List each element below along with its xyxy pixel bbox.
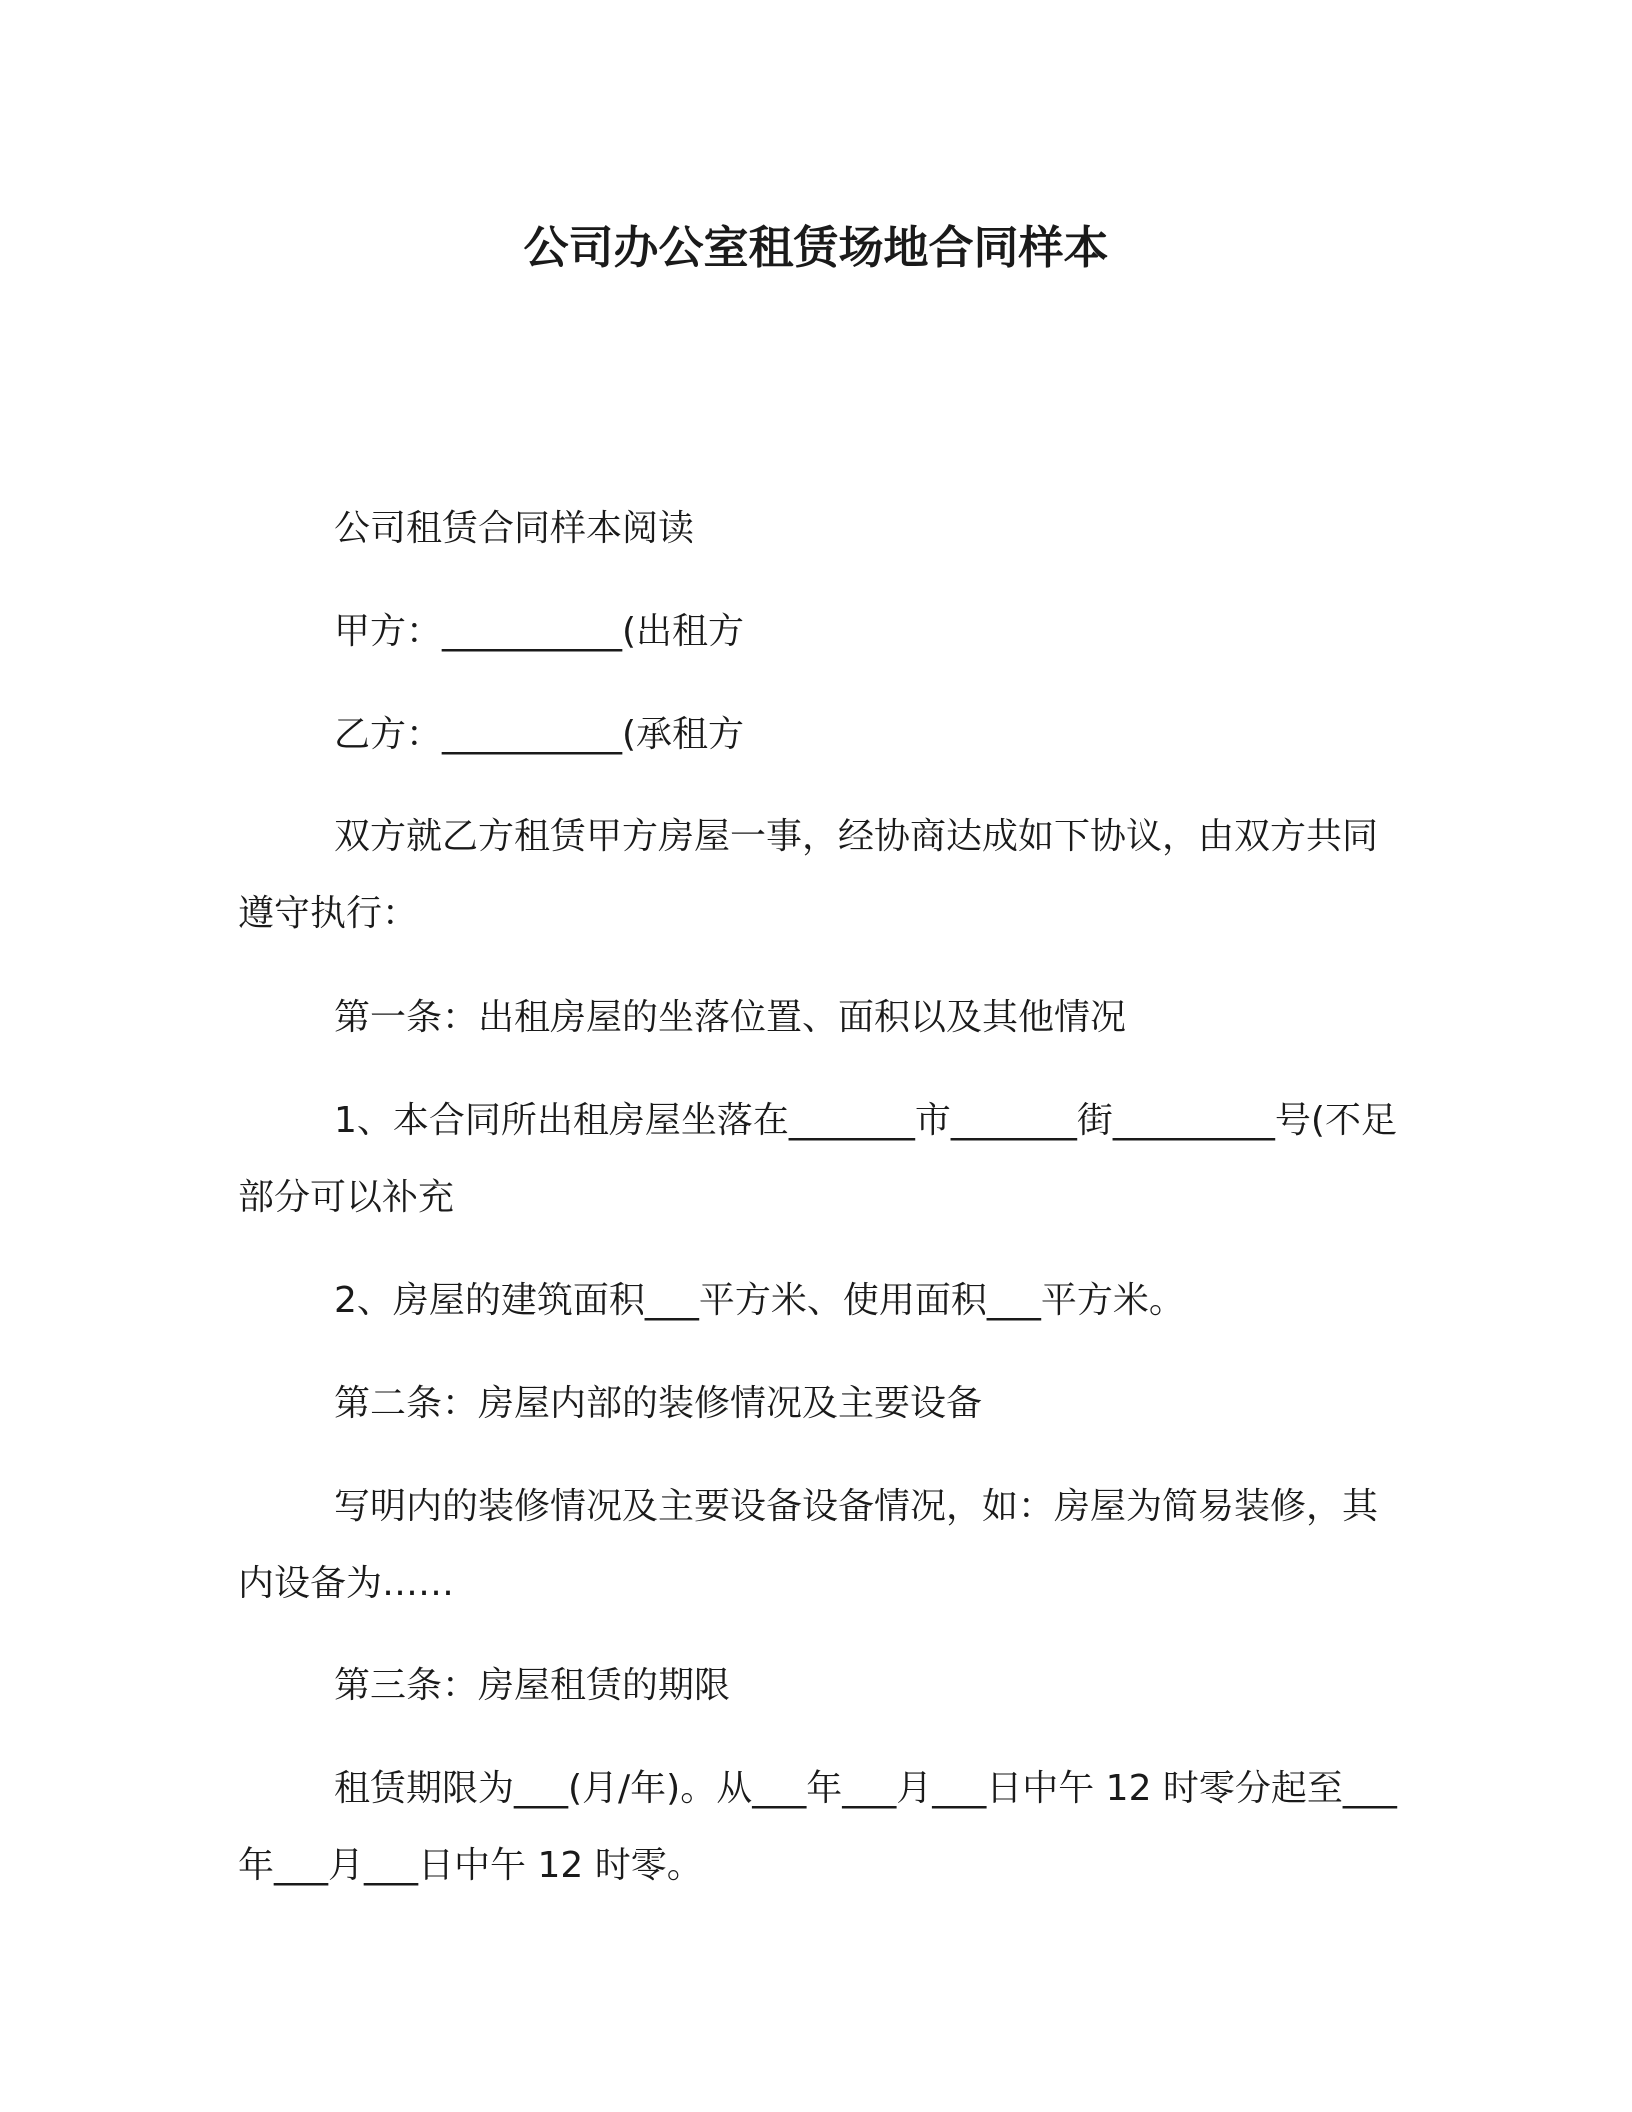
paragraph-term: 租赁期限为___(月/年)。从___年___月___日中午 12 时零分起至___年___月___日中午 12 时零。 (238, 1768, 1397, 1886)
paragraph-agreement: 双方就乙方租赁甲方房屋一事，经协商达成如下协议，由双方共同遵守执行： (238, 816, 1379, 934)
paragraph-location: 1、本合同所出租房屋坐落在_______市_______街_________号(不足部分可以补充 (238, 1100, 1397, 1218)
paragraph-article-2: 第二条：房屋内部的装修情况及主要设备 (334, 1383, 983, 1424)
paragraph-area: 2、房屋的建筑面积___平方米、使用面积___平方米。 (334, 1280, 1185, 1321)
document-title: 公司办公室租赁场地合同样本 (523, 221, 1109, 274)
paragraph-party-b: 乙方：__________(承租方 (334, 714, 745, 755)
paragraph-article-3: 第三条：房屋租赁的期限 (334, 1665, 731, 1706)
paragraph-article-1: 第一条：出租房屋的坐落位置、面积以及其他情况 (334, 997, 1127, 1038)
paragraph-equipment: 写明内的装修情况及主要设备设备情况，如：房屋为简易装修，其内设备为…… (238, 1486, 1379, 1604)
paragraph-party-a: 甲方：__________(出租方 (334, 611, 745, 652)
paragraph-intro: 公司租赁合同样本阅读 (334, 508, 695, 549)
